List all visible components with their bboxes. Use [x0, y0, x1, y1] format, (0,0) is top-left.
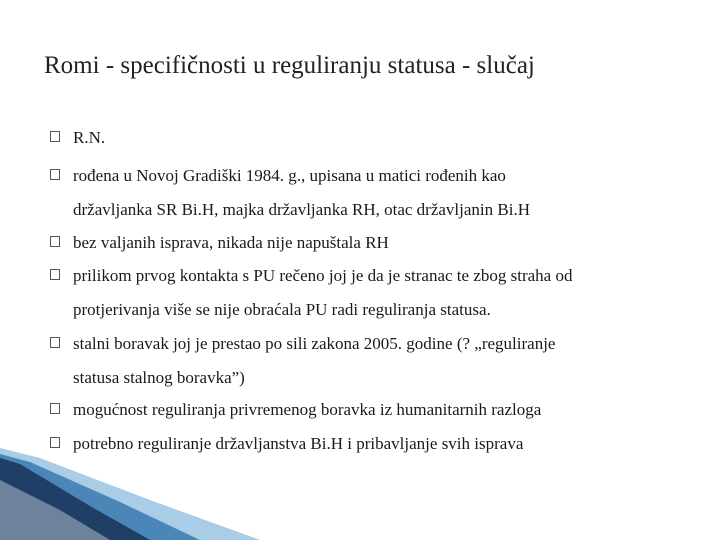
- bullet-text-continuation: državljanka SR Bi.H, majka državljanka RH, otac državljanin Bi.H: [73, 200, 530, 219]
- bullet-square-icon: [50, 269, 60, 280]
- slide-title: Romi - specifičnosti u reguliranju statusa - slučaj: [44, 52, 535, 79]
- corner-swoosh-decoration: [0, 440, 720, 540]
- bullet-text: mogućnost reguliranja privremenog boravka iz humanitarnih razloga: [73, 400, 542, 419]
- bullet-square-icon: [50, 169, 60, 180]
- bullet-square-icon: [50, 403, 60, 414]
- bullet-square-icon: [50, 337, 60, 348]
- bullet-text: R.N.: [73, 128, 106, 147]
- bullet-text: prilikom prvog kontakta s PU rečeno joj je da je stranac te zbog straha od: [73, 266, 573, 285]
- bullet-text-continuation: protjerivanja više se nije obraćala PU radi reguliranja statusa.: [73, 300, 491, 319]
- bullet-text: potrebno reguliranje državljanstva Bi.H i pribavljanje svih isprava: [73, 434, 524, 453]
- bullet-text-continuation: statusa stalnog boravka”): [73, 368, 245, 387]
- bullet-square-icon: [50, 236, 60, 247]
- bullet-square-icon: [50, 131, 60, 142]
- bullet-text: rođena u Novoj Gradiški 1984. g., upisana u matici rođenih kao: [73, 166, 506, 185]
- bullet-text: stalni boravak joj je prestao po sili zakona 2005. godine (? „reguliranje: [73, 334, 556, 353]
- bullet-text: bez valjanih isprava, nikada nije napuštala RH: [73, 233, 389, 252]
